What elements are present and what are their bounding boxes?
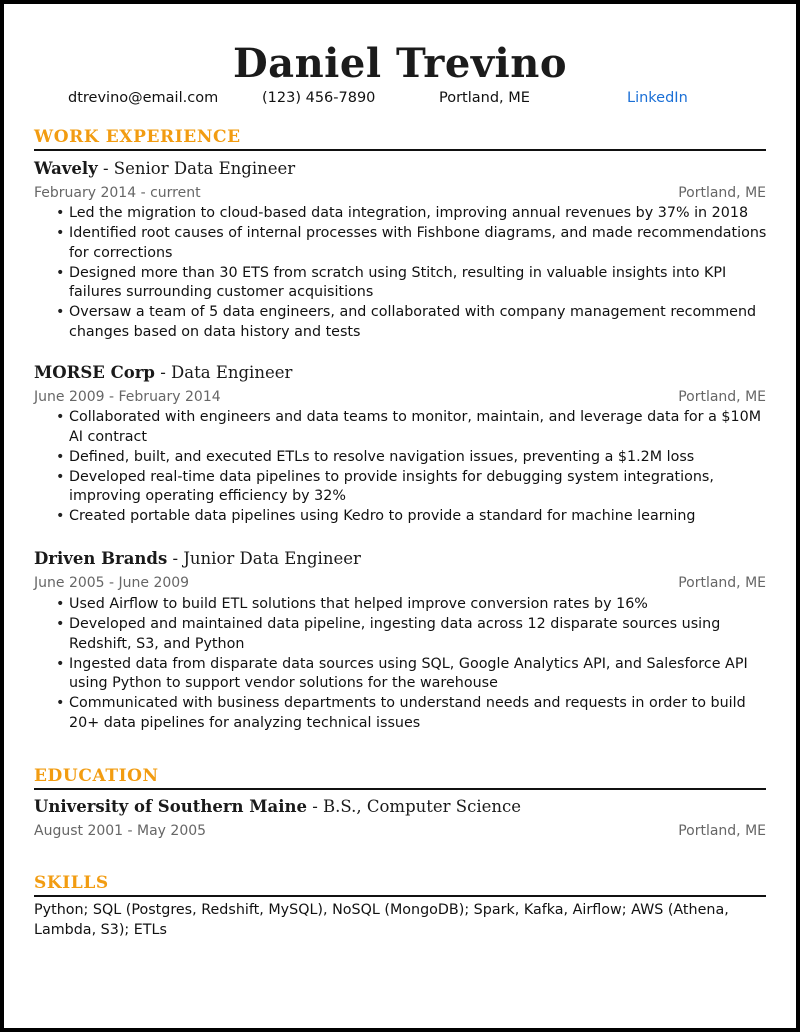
bullet-icon: • [56, 655, 65, 672]
education-meta [34, 821, 766, 841]
bullet-text: Defined, built, and executed ETLs to resolve navigation issues, preventing a $1.2M loss [69, 448, 695, 465]
bullet-icon: • [56, 225, 65, 241]
bullet-icon: • [56, 616, 65, 632]
bullet-icon: • [56, 468, 65, 485]
job-role: - Junior Data Engineer [167, 549, 361, 568]
bullet-icon: • [56, 409, 65, 425]
list-item [34, 303, 768, 342]
job-title-line [34, 158, 295, 180]
job-location: Portland, ME [678, 389, 766, 405]
section-divider [34, 149, 766, 151]
location-text: Portland, ME [439, 90, 530, 106]
bullet-icon: • [56, 596, 65, 612]
candidate-name: Daniel Trevino [232, 40, 568, 87]
job-role: - Data Engineer [154, 363, 293, 382]
bullet-text: Created portable data pipelines using Kedro to provide a standard for machine learning [69, 508, 696, 524]
company-name: MORSE Corp [34, 363, 155, 382]
bullet-text: Identified root causes of internal processes with Fishbone diagrams, and made recommendations for corrections [69, 225, 767, 261]
degree-text: - B.S., Computer Science [306, 797, 522, 816]
bullet-icon: • [56, 304, 65, 320]
job-bullets [34, 204, 768, 343]
bullet-text: Led the migration to cloud-based data integration, improving annual revenues by 37% in 2018 [69, 205, 749, 221]
email-text: dtrevino@email.com [68, 90, 219, 106]
bullet-icon: • [56, 205, 65, 221]
job-location: Portland, ME [678, 575, 766, 591]
list-item [34, 264, 768, 303]
list-item [34, 595, 768, 615]
education-title-line [34, 796, 521, 818]
bullet-icon: • [56, 695, 65, 711]
skills-heading: SKILLS [34, 873, 109, 893]
bullet-text: Developed real-time data pipelines to provide insights for debugging system integrations, improving operating efficiency by 32% [69, 468, 714, 504]
list-item [34, 655, 768, 694]
bullet-icon: • [56, 448, 65, 465]
school-name: University of Southern Maine [34, 797, 307, 816]
job-meta [34, 183, 766, 203]
bullet-text: Used Airflow to build ETL solutions that helped improve conversion rates by 16% [69, 596, 648, 612]
job-meta [34, 387, 766, 407]
section-divider [34, 895, 766, 897]
list-item [34, 224, 768, 263]
bullet-text: Developed and maintained data pipeline, ingesting data across 12 disparate sources using Redshift, S3, and Python [69, 616, 721, 652]
job-dates: June 2009 - February 2014 [34, 389, 221, 405]
phone-text: (123) 456-7890 [262, 90, 376, 106]
bullet-text: Oversaw a team of 5 data engineers, and collaborated with company management recommend changes based on data history and tests [69, 304, 757, 340]
list-item [34, 468, 768, 507]
bullet-icon: • [56, 264, 65, 281]
skills-text: Python; SQL (Postgres, Redshift, MySQL), NoSQL (MongoDB); Spark, Kafka, Airflow; AWS (Athena, Lambda, S3); ETLs [34, 902, 729, 938]
job-title-line [34, 362, 292, 384]
job-bullets [34, 408, 768, 527]
job-role: - Senior Data Engineer [97, 159, 296, 178]
job-title-line [34, 548, 361, 570]
job-bullets [34, 595, 768, 734]
section-divider [34, 788, 766, 790]
job-meta [34, 573, 766, 593]
company-name: Wavely [34, 159, 98, 178]
bullet-text: Communicated with business departments to understand needs and requests in order to build 20+ data pipelines for analyzing technical issues [69, 695, 746, 731]
bullet-icon: • [56, 508, 65, 524]
list-item [34, 694, 768, 733]
education-location: Portland, ME [678, 823, 766, 839]
bullet-text: Collaborated with engineers and data teams to monitor, maintain, and leverage data for a $10M AI contract [69, 409, 762, 445]
bullet-text: Ingested data from disparate data sources using SQL, Google Analytics API, and Salesforce API using Python to support vendor solutions for the warehouse [69, 655, 748, 691]
job-location: Portland, ME [678, 185, 766, 201]
company-name: Driven Brands [34, 549, 168, 568]
linkedin-link[interactable]: LinkedIn [627, 90, 688, 106]
list-item [34, 507, 768, 527]
list-item [34, 448, 768, 468]
list-item [34, 204, 768, 224]
education-dates: August 2001 - May 2005 [34, 823, 207, 839]
job-dates: February 2014 - current [34, 185, 201, 201]
work-experience-heading: WORK EXPERIENCE [34, 127, 241, 147]
resume-page [4, 4, 796, 1028]
list-item [34, 408, 768, 447]
job-dates: June 2005 - June 2009 [34, 575, 190, 591]
list-item [34, 615, 768, 654]
education-heading: EDUCATION [34, 766, 159, 786]
bullet-text: Designed more than 30 ETS from scratch using Stitch, resulting in valuable insights into KPI failures surrounding customer acquisitions [69, 264, 727, 300]
